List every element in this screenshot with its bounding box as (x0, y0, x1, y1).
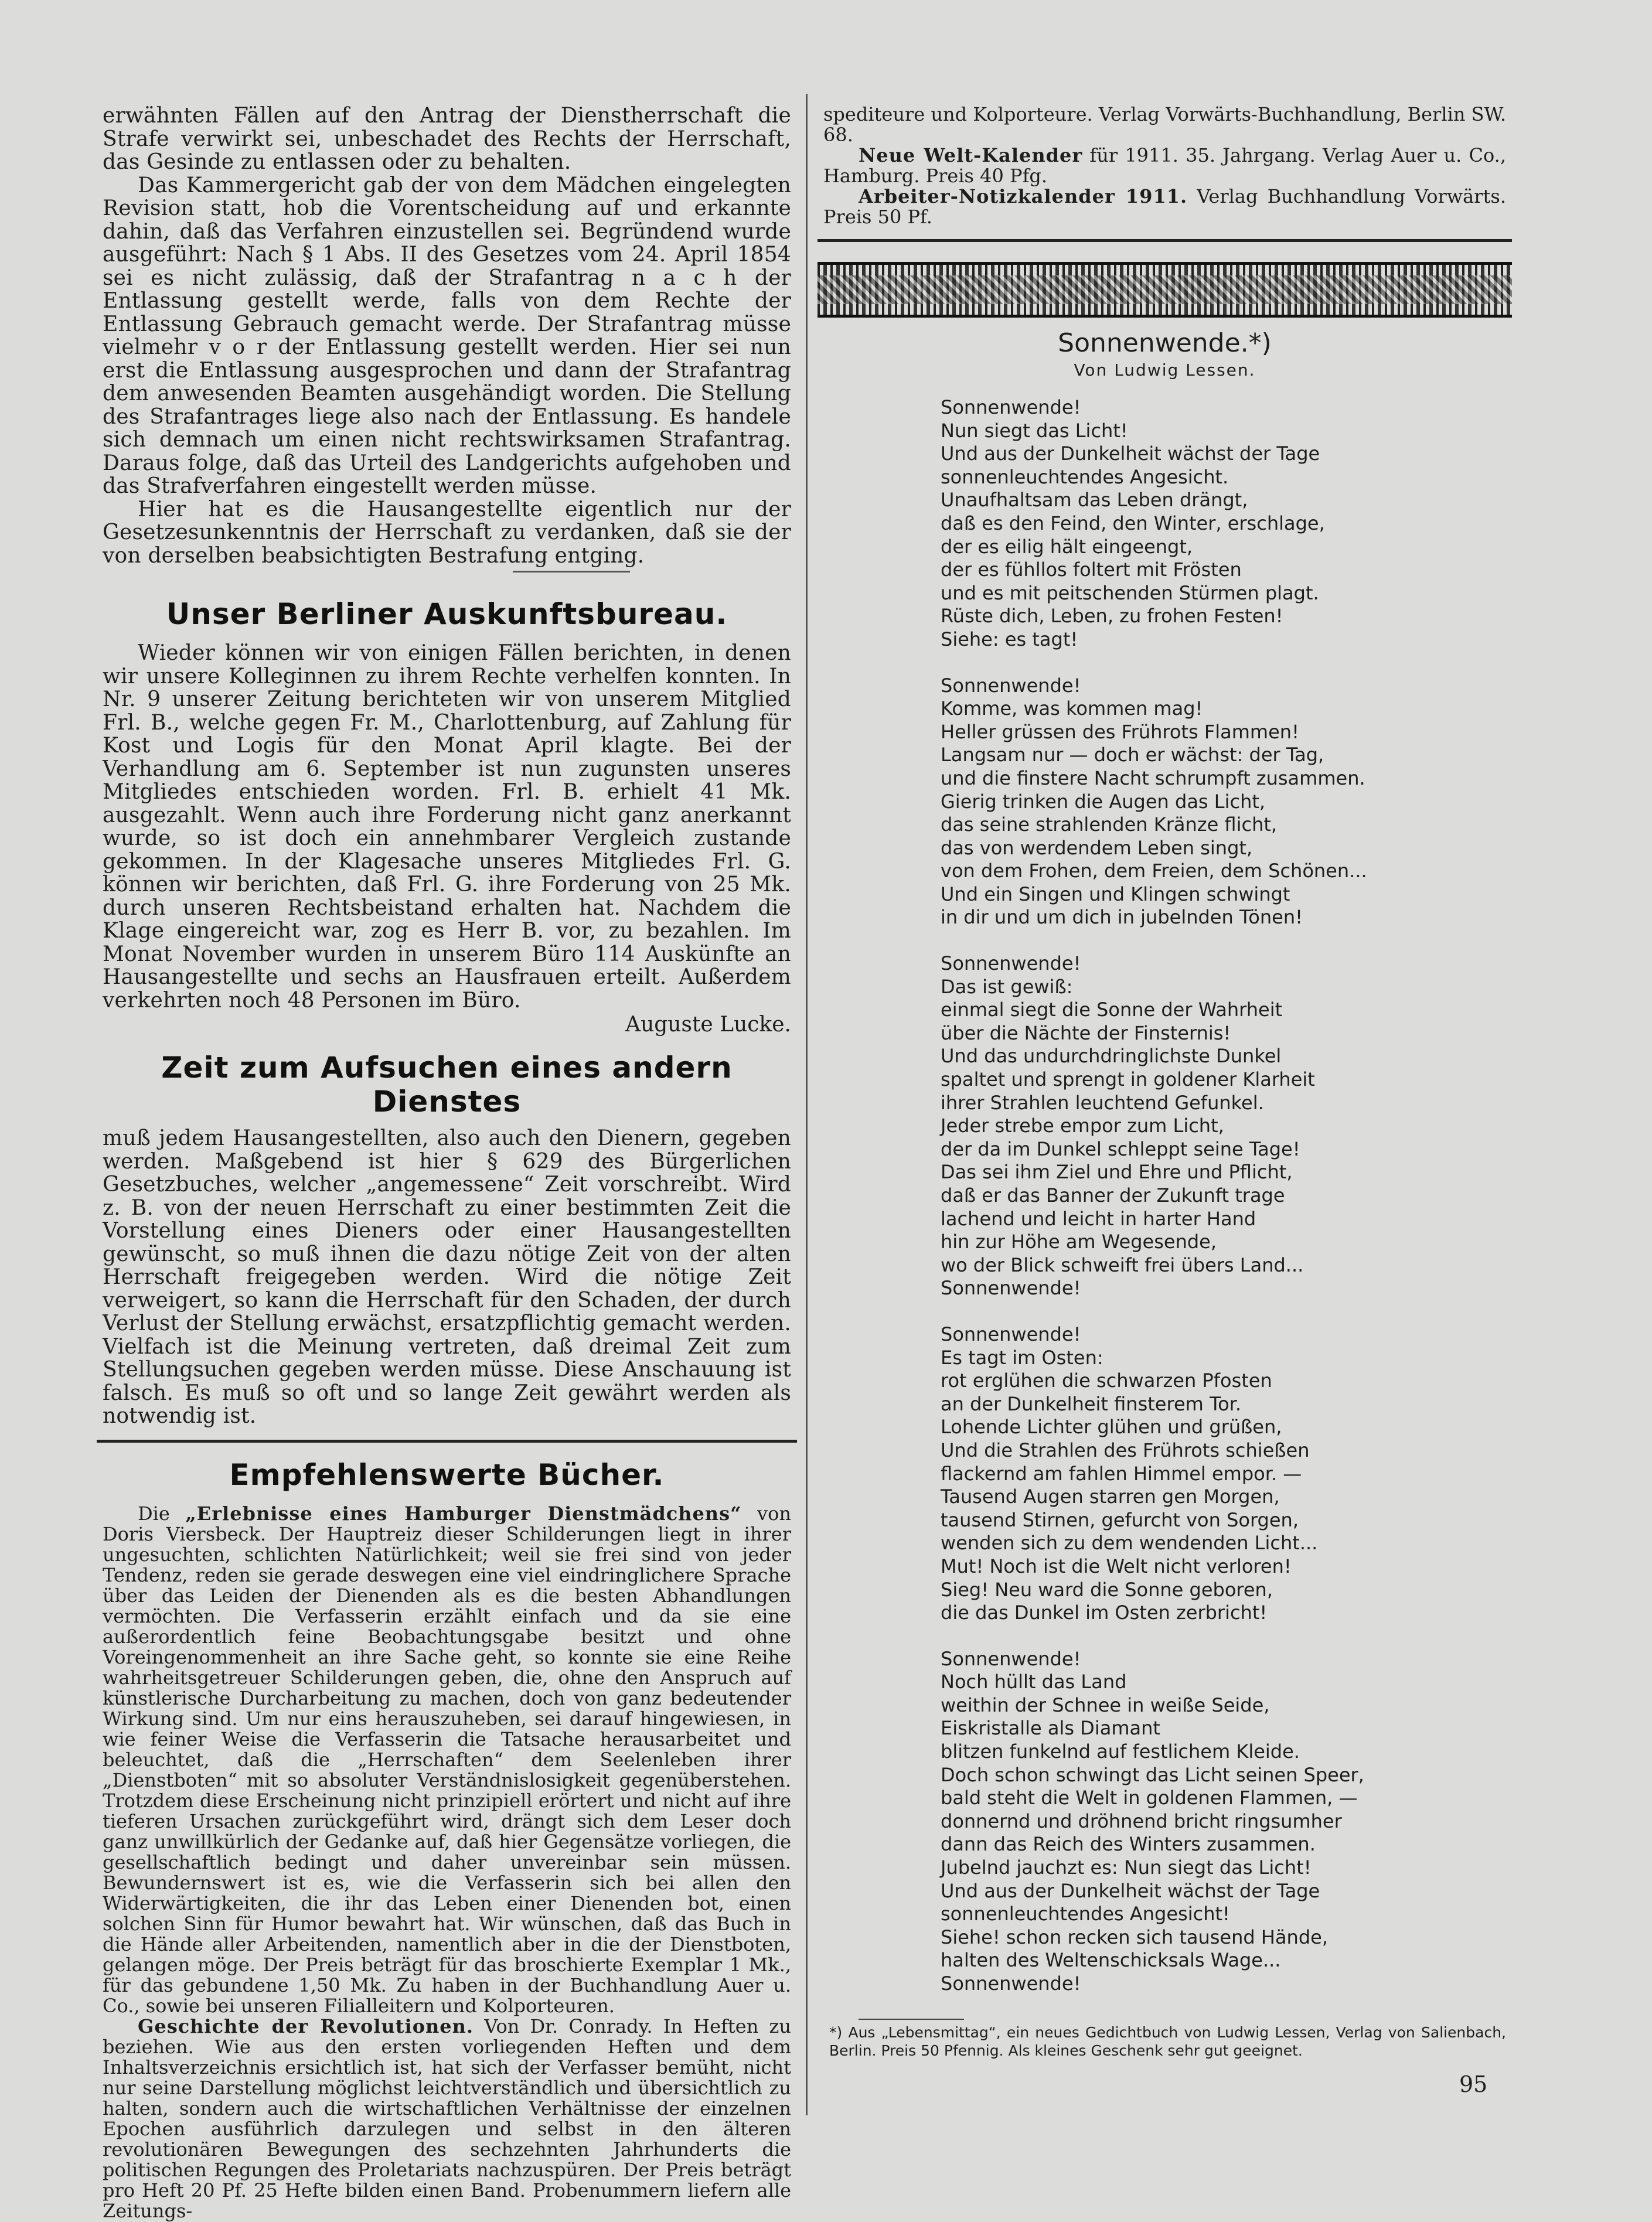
calendar-item-neue-welt (823, 145, 1506, 186)
poem-line: Sonnenwende! (941, 1323, 1081, 1345)
poem-line: die das Dunkel im Osten zerbricht! (941, 1601, 1268, 1624)
poem-line: Eiskristalle als Diamant (941, 1717, 1160, 1740)
poem-line: Das sei ihm Ziel und Ehre und Pflicht, (941, 1161, 1293, 1184)
poem-line: Sonnenwende! (941, 1972, 1081, 1995)
poem-line: Siehe: es tagt! (941, 628, 1078, 650)
poem-stanza (941, 674, 1506, 930)
auskunftsbureau-text: Wieder können wir von einigen Fällen berichten, in denen wir unsere Kolleginnen zu ihrem Rechte verhelfen konnten. In Nr. 9 unserer Zeitung berichteten wir von unserem Mitglied Frl. B., welche gegen Fr. M., Charlottenburg, auf Zahlung für Kost und Logis für den Monat April klagte. Bei der Verhandlung am 6. September ist nun zugunsten unseres Mitgliedes entschieden worden. Frl. B. erhielt 41 Mk. ausgezahlt. Wenn auch ihre Forderung nicht ganz anerkannt wurde, so ist doch ein annehmbarer Vergleich zustande gekommen. In der Klagesache unseres Mitgliedes Frl. G. können wir berichten, daß Frl. G. ihre Forderung von 25 Mk. durch unseren Rechtsbeistand erhalten hat. Nachdem die Klage eingereicht war, zog es Herr B. vor, zu bezahlen. Im Monat November wurden in unserem Büro 114 Auskünfte an Hausangestellte und sechs an Hausfrauen erteilt. Außerdem verkehrten noch 48 Personen im Büro. (103, 641, 791, 1013)
poem-line: daß er das Banner der Zukunft trage (941, 1184, 1285, 1207)
page-number: 95 (1459, 2071, 1488, 2097)
poem-line: Sonnenwende! (941, 952, 1081, 975)
poem-author: Von Ludwig Lessen. (1074, 360, 1256, 380)
poem-line: Jeder strebe empor zum Licht, (941, 1115, 1224, 1137)
poem-line: Gierig trinken die Augen das Licht, (941, 790, 1266, 813)
intro-paragraph-1: erwähnten Fällen auf den Antrag der Dienstherrschaft die Strafe verwirkt sei, unbeschadet des Rechts der Herrschaft, das Gesinde zu entlassen oder zu behalten. (103, 104, 791, 174)
poem-line: dann das Reich des Winters zusammen. (941, 1833, 1316, 1856)
poem-line: flackernd am fahlen Himmel empor. — (941, 1462, 1302, 1485)
poem-line: und die finstere Nacht schrumpft zusammen. (941, 766, 1365, 789)
poem-line: Komme, was kommen mag! (941, 697, 1203, 720)
poem-line: der es fühllos foltert mit Frösten (941, 558, 1242, 581)
poem-line: in dir und um dich in jubelnden Tönen! (941, 906, 1303, 929)
right-column (823, 0, 1506, 2060)
poem-line: wo der Blick schweift frei übers Land... (941, 1253, 1304, 1276)
poem-line: der es eilig hält eingeengt, (941, 535, 1193, 558)
poem-line: sonnenleuchtendes Angesicht. (941, 465, 1229, 488)
author-signature: Auguste Lucke. (625, 1013, 791, 1037)
poem-line: das seine strahlenden Kränze flicht, (941, 813, 1278, 836)
poem-line: und es mit peitschenden Stürmen plagt. (941, 581, 1319, 604)
poem-line: Und aus der Dunkelheit wächst der Tage (941, 442, 1320, 465)
poem-stanza (941, 1648, 1506, 1996)
book-intro: Die (138, 1502, 186, 1525)
book-review-text-2: Von Dr. Conrady. In Heften zu beziehen. Wie aus den ersten vorliegenden Heften und dem Inhaltsverzeichnis ersichtlich ist, hat sich der Verfasser bemüht, nicht nur seine Darstellung möglichst leichtverständlich und übersichtlich zu halten, sondern auch die wirtschaftlichen Verhältnisse der einzelnen Epochen ausführlich darzulegen und selbst in den älteren revolutionären Bewegungen des sechzehnten Jahrhunderts die politischen Regungen des Proletariats nachzuspüren. Der Preis beträgt pro Heft 20 Pf. 25 Hefte bilden einen Band. Probenummern liefern alle Zeitungs- (103, 2015, 792, 2222)
ornamental-border (818, 262, 1512, 318)
poem-line: rot erglühen die schwarzen Pfosten (941, 1369, 1272, 1392)
poem-line: weithin der Schnee in weiße Seide, (941, 1693, 1270, 1716)
poem-line: Doch schon schwingt das Licht seinen Speer, (941, 1763, 1364, 1786)
dienst-text: muß jedem Hausangestellten, also auch den Dienern, gegeben werden. Maßgebend ist hier § 629 des Bürgerlichen Gesetzbuches, welcher „angemessene“ Zeit vorschreibt. Wird z. B. von der neuen Herrschaft zu einer bestimmten Zeit die Vorstellung eines Dieners oder einer Hausangestellten gewünscht, so muß ihnen die dazu nötige Zeit von der alten Herrschaft freigegeben werden. Wird die nötige Zeit verweigert, so kann die Herrschaft für den Schaden, der durch Verlust der Stellung erwächst, ersatzpflichtig gemacht werden. Vielfach ist die Meinung vertreten, daß dreimal Zeit zum Stellungsuchen gegeben werden müsse. Diese Anschauung ist falsch. Es muß so oft und so lange Zeit gewährt werden als notwendig ist. (103, 1126, 791, 1428)
poem-line: lachend und leicht in harter Hand (941, 1207, 1256, 1230)
calendar-text-arbeiter: Verlag Buchhandlung Vorwärts. Preis 50 Pf. (823, 185, 1507, 228)
poem-line: Rüste dich, Leben, zu frohen Festen! (941, 605, 1283, 628)
poem-line: einmal siegt die Sonne der Wahrheit (941, 998, 1283, 1021)
poem-body (941, 396, 1506, 1996)
intro-paragraph-3: Hier hat es die Hausangestellte eigentlich nur der Gesetzesunkenntnis der Herrschaft zu verdanken, daß sie der von derselben beabsichtigten Bestrafung entging. (103, 497, 791, 568)
poem-line: Sonnenwende! (941, 1647, 1081, 1670)
poem-stanza (941, 1323, 1506, 1625)
section-title-auskunftsbureau: Unser Berliner Auskunftsbureau. (166, 597, 728, 631)
section-rule-right (818, 239, 1512, 242)
poem-line: Sonnenwende! (941, 1277, 1081, 1300)
poem-line: Und aus der Dunkelheit wächst der Tage (941, 1879, 1320, 1902)
poem-line: Tausend Augen starren gen Morgen, (941, 1485, 1280, 1508)
poem-line: der da im Dunkel schleppt seine Tage! (941, 1137, 1300, 1160)
calendar-title-arbeiter: Arbeiter-Notizkalender 1911. (859, 185, 1188, 207)
poem-line: Noch hüllt das Land (941, 1671, 1127, 1693)
book-review-text: von Doris Viersbeck. Der Hauptreiz dieser Schilderungen liegt in ihrer ungesuchten, schlichten Natürlichkeit; weil sie frei sind von jeder Tendenz, reden sie gerade deswegen eine viel eindringlichere Sprache über das Leiden der Dienenden als es die besten Abhandlungen vermöchten. Die Verfasserin erzählt einfach und da sie eine außerordentlich feine Beobachtungsgabe besitzt und ohne Voreingenommenheit an ihre Sache geht, so konnte sie eine Reihe wahrheitsgetreuer Schilderungen geben, die, ohne den Anspruch auf künstlerische Durcharbeitung zu machen, doch von ganz bedeutender Wirkung sind. Um nur eins herauszuheben, sei darauf hingewiesen, in wie feiner Weise die Verfasserin die Tatsache herausarbeitet und beleuchtet, daß die „Herrschaften“ dem Seelenleben ihrer „Dienstboten“ mit so absoluter Verständnislosigkeit gegenüberstehen. Trotzdem diese Erscheinung nicht prinzipiell erörtert und nicht auf ihre tieferen Ursachen zurückgeführt wird, drängt sich dem Leser doch ganz unwillkürlich der Gedanke auf, daß hier Gegensätze vorliegen, die gesellschaftlich bedingt und daher unvereinbar sein müssen. Bewundernswert ist es, wie die Verfasserin sich bei allen den Widerwärtigkeiten, die ihr das Leben einer Dienenden bot, einen solchen Sinn für Humor bewahrt hat. Wir wünschen, daß das Buch in die Hände aller Arbeitenden, namentlich aber in die der Dienstboten, gelangen möge. Der Preis beträgt für das broschierte Exemplar 1 Mk., für das gebundene 1,50 Mk. Zu haben in der Buchhandlung Auer u. Co., sowie bei unseren Filialleitern und Kolporteuren. (103, 1502, 792, 2017)
poem-line: wenden sich zu dem wendenden Licht... (941, 1532, 1318, 1555)
intro-paragraph-2: Das Kammergericht gab der von dem Mädchen eingelegten Revision statt, hob die Vorentscheidung auf und erkannte dahin, daß das Verfahren einzustellen sei. Begründend wurde ausgeführt: Nach § 1 Abs. II des Gesetzes vom 24. April 1854 sei es nicht zulässig, daß der Strafantrag n a c h der Entlassung gestellt werde, falls von dem Rechte der Entlassung Gebrauch gemacht werde. Der Strafantrag müsse vielmehr v o r der Entlassung gestellt werden. Hier sei nun erst die Entlassung ausgesprochen und dann der Strafantrag dem anwesenden Beamten ausgehändigt worden. Die Stellung des Strafantrages liege also nach der Entlassung. Es handele sich demnach um einen nicht rechtswirksamen Strafantrag. Daraus folge, daß das Urteil des Landgerichts aufgehoben und das Strafverfahren eingestellt werden müsse. (103, 173, 791, 498)
footnote: *) Aus „Lebensmittag“, ein neues Gedichtbuch von Ludwig Lessen, Verlag von Salienbach, Berlin. Preis 50 Pfennig. Als kleines Geschenk sehr gut geeignet. (829, 2023, 1506, 2059)
book-review-viersbeck (103, 1504, 791, 2016)
poem-stanza (941, 396, 1506, 652)
section-title-buecher: Empfehlenswerte Bücher. (229, 1457, 665, 1492)
book-review-revolutionen (103, 2016, 791, 2221)
left-column (103, 0, 791, 2221)
poem-line: Jubelnd jauchzt es: Nun siegt das Licht! (941, 1856, 1312, 1879)
poem-line: halten des Weltenschicksals Wage... (941, 1949, 1281, 1972)
footnote-rule (859, 2019, 964, 2020)
poem-line: das von werdendem Leben singt, (941, 836, 1253, 859)
column-divider (806, 94, 808, 2115)
poem-line: Siehe! schon recken sich tausend Hände, (941, 1925, 1328, 1948)
poem-line: Heller grüssen des Frührots Flammen! (941, 720, 1299, 743)
poem-line: Sonnenwende! (941, 674, 1081, 697)
poem-line: blitzen funkelnd auf festlichem Kleide. (941, 1740, 1300, 1763)
poem-line: Mut! Noch ist die Welt nicht verloren! (941, 1555, 1292, 1577)
section-separator (513, 571, 630, 572)
poem-line: donnernd und dröhnend bricht ringsumher (941, 1809, 1342, 1832)
calendar-text-neue-welt: für 1911. 35. Jahrgang. Verlag Auer u. Co., Hamburg. Preis 40 Pfg. (823, 144, 1507, 187)
poem-line: Und ein Singen und Klingen schwingt (941, 882, 1290, 905)
poem-line: Sonnenwende! (941, 396, 1081, 418)
poem-line: daß es den Feind, den Winter, erschlage, (941, 512, 1325, 534)
book-title-revolutionen: Geschichte der Revolutionen. (138, 2015, 474, 2037)
section-title-dienst: Zeit zum Aufsuchen eines andern Dienstes (161, 1051, 733, 1119)
poem-line: über die Nächte der Finsternis! (941, 1021, 1231, 1044)
poem-line: hin zur Höhe am Wegesende, (941, 1231, 1217, 1253)
poem-line: bald steht die Welt in goldenen Flammen, — (941, 1787, 1358, 1809)
poem-line: Das ist gewiß: (941, 975, 1073, 998)
poem-line: Lohende Lichter glühen und grüßen, (941, 1416, 1282, 1439)
book-title-erlebnisse: „Erlebnisse eines Hamburger Dienstmädchens“ (185, 1502, 742, 1525)
poem-line: an der Dunkelheit finsterem Tor. (941, 1392, 1242, 1415)
poem-line: Langsam nur — doch er wächst: der Tag, (941, 744, 1324, 766)
poem-line: Unaufhaltsam das Leben drängt, (941, 489, 1248, 512)
poem-line: von dem Frohen, dem Freien, dem Schönen... (941, 860, 1367, 882)
poem-stanza (941, 952, 1506, 1300)
poem-line: Und das undurchdringlichste Dunkel (941, 1045, 1282, 1068)
calendar-item-arbeiter (823, 186, 1506, 227)
poem-line: tausend Stirnen, gefurcht von Sorgen, (941, 1508, 1299, 1531)
poem-line: Es tagt im Osten: (941, 1346, 1103, 1369)
poem-line: Sieg! Neu ward die Sonne geboren, (941, 1578, 1273, 1601)
poem-line: Nun siegt das Licht! (941, 419, 1128, 442)
poem-line: sonnenleuchtendes Angesicht! (941, 1903, 1230, 1925)
poem-line: Und die Strahlen des Frührots schießen (941, 1439, 1310, 1461)
poem-line: ihrer Strahlen leuchtend Gefunkel. (941, 1091, 1264, 1114)
calendar-title-neue-welt: Neue Welt-Kalender (859, 144, 1083, 166)
poem-title: Sonnenwende.*) (1058, 328, 1272, 358)
continued-text: spediteure und Kolporteure. Verlag Vorwärts-Buchhandlung, Berlin SW. 68. (823, 103, 1506, 146)
poem-line: spaltet und sprengt in goldener Klarheit (941, 1068, 1315, 1091)
section-rule (97, 1440, 797, 1443)
